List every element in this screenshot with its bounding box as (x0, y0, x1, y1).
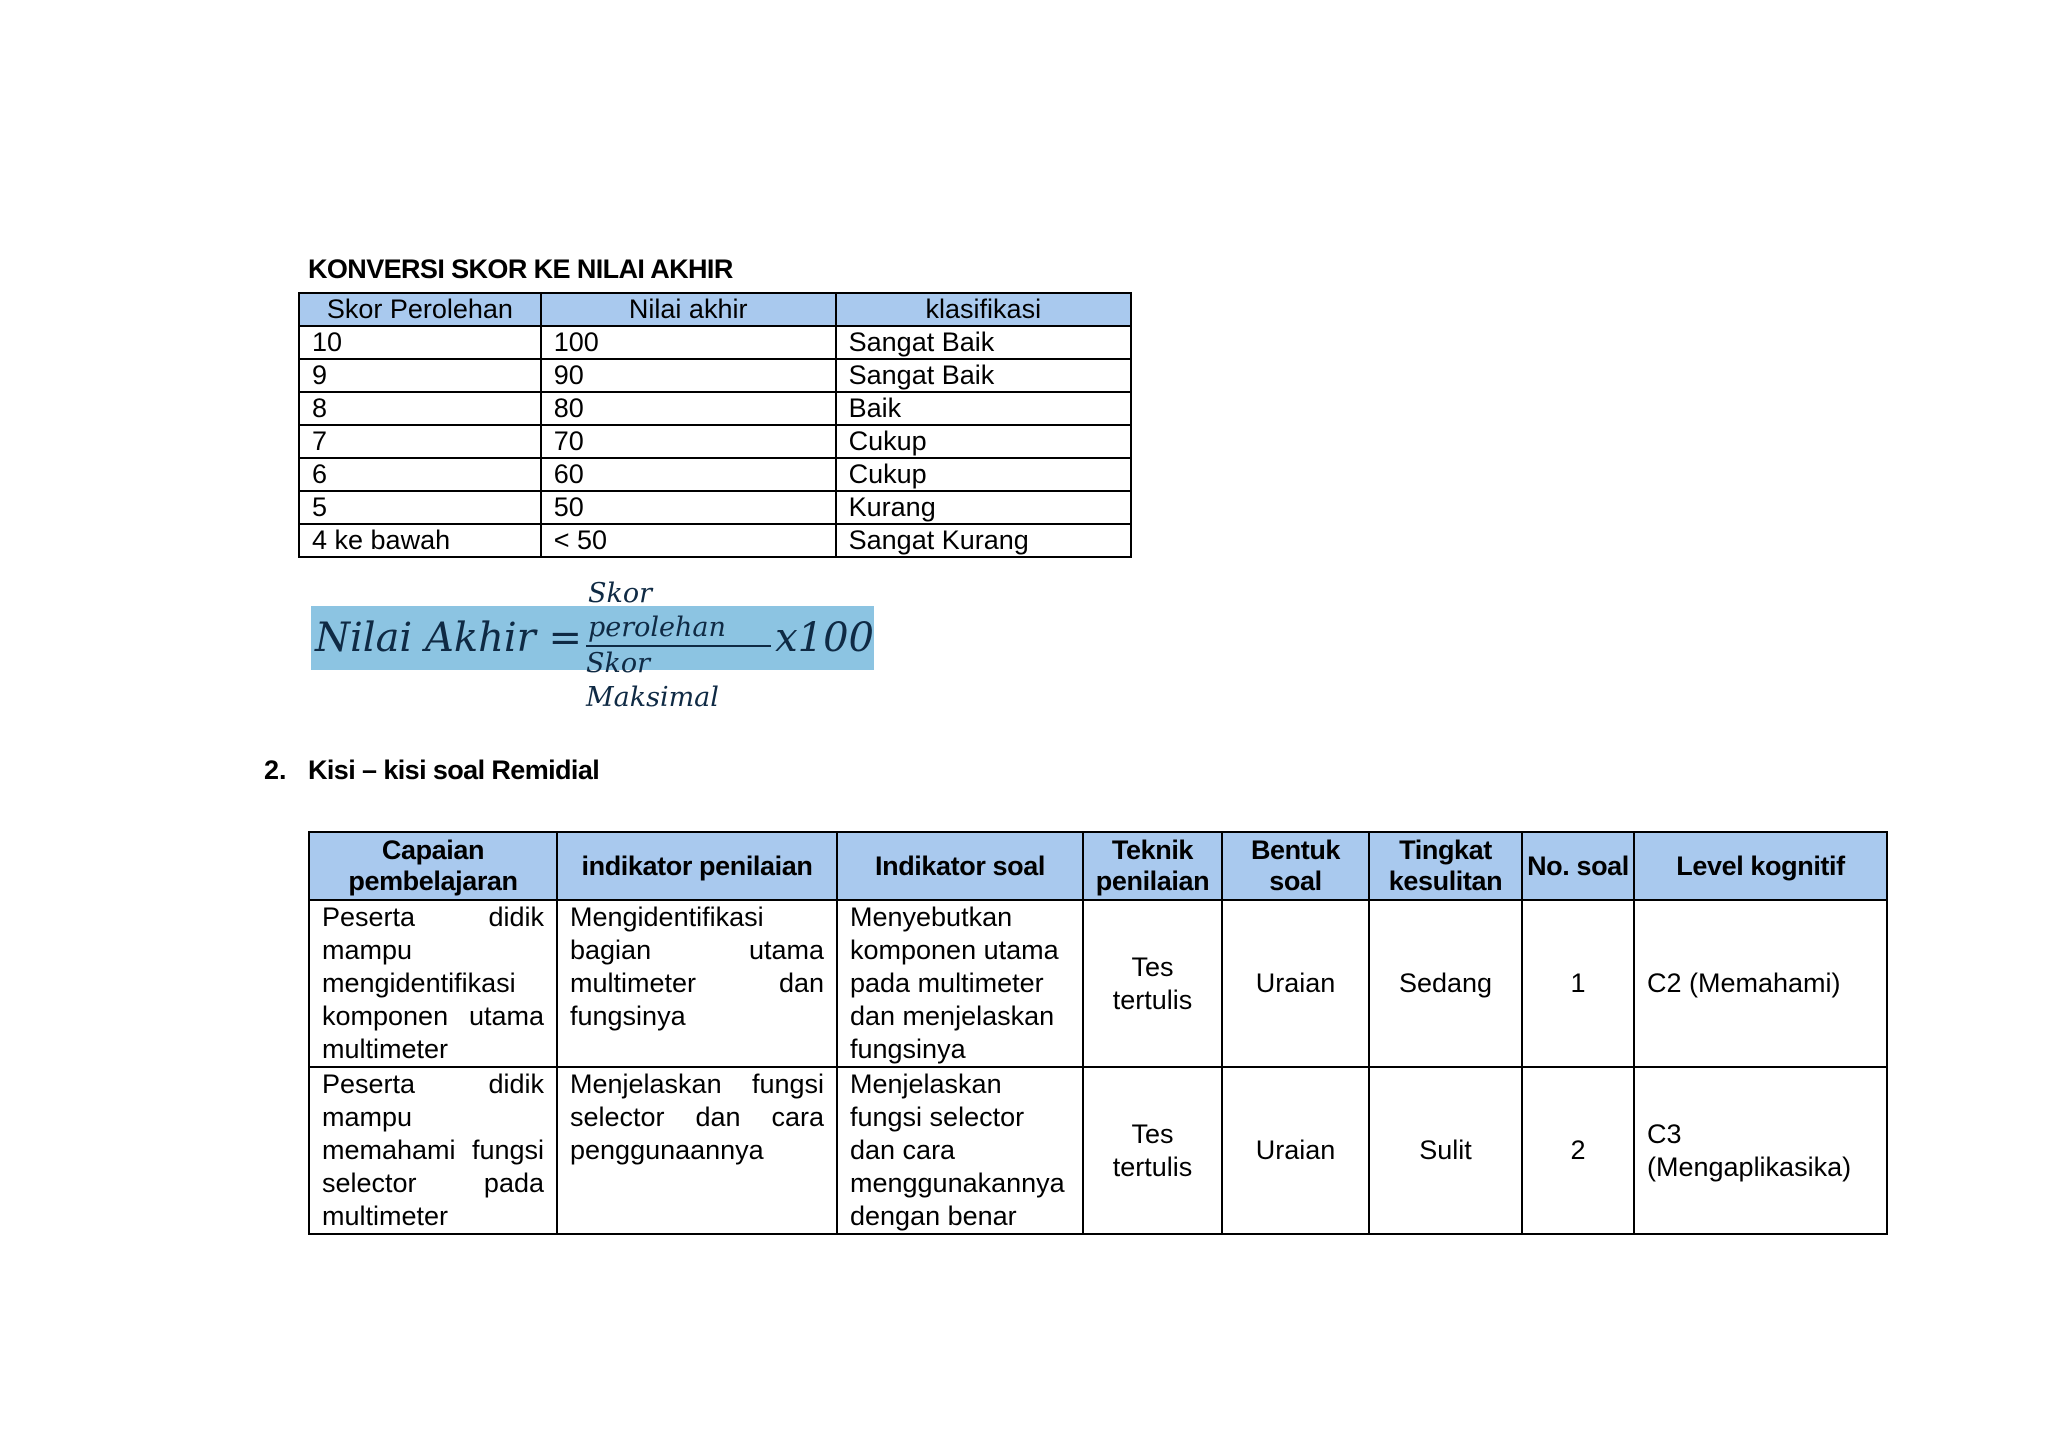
kisi-heading: Kisi – kisi soal Remidial (308, 755, 600, 785)
conversion-header-klasifikasi: klasifikasi (836, 293, 1131, 326)
indikator-penilaian-cell: Menjelaskan fungsi selector dan cara penggunaannya (557, 1067, 837, 1234)
indikator-penilaian-cell: Mengidentifikasi bagian utama multimeter dan fungsinya (557, 900, 837, 1067)
skor-cell: 4 ke bawah (299, 524, 541, 557)
skor-cell: 5 (299, 491, 541, 524)
formula-numerator: Skor perolehan (586, 577, 771, 647)
klasifikasi-cell: Kurang (836, 491, 1131, 524)
tingkat-cell: Sulit (1369, 1067, 1522, 1234)
klasifikasi-cell: Sangat Baik (836, 359, 1131, 392)
kisi-header-indikator-soal: Indikator soal (837, 832, 1083, 900)
capaian-cell: Peserta didik mampu mengidentifikasi komponen utama multimeter (309, 900, 557, 1067)
tingkat-cell: Sedang (1369, 900, 1522, 1067)
kisi-header-teknik: Teknik penilaian (1083, 832, 1222, 900)
kisi-header-row (309, 832, 1887, 900)
skor-cell: 8 (299, 392, 541, 425)
indikator-soal-cell: Menjelaskan fungsi selector dan cara menggunakannya dengan benar (837, 1067, 1083, 1234)
table-row (299, 392, 1131, 425)
nilai-cell: 70 (541, 425, 836, 458)
capaian-cell: Peserta didik mampu memahami fungsi selector pada multimeter (309, 1067, 557, 1234)
table-row (309, 1067, 1887, 1234)
skor-cell: 7 (299, 425, 541, 458)
bentuk-cell: Uraian (1222, 1067, 1369, 1234)
kisi-header-indikator-penilaian: indikator penilaian (557, 832, 837, 900)
conversion-table (298, 292, 1132, 558)
conversion-header-nilai: Nilai akhir (541, 293, 836, 326)
kisi-header-no-soal: No. soal (1522, 832, 1634, 900)
formula-rhs: x100 (775, 615, 874, 661)
skor-cell: 6 (299, 458, 541, 491)
skor-cell: 9 (299, 359, 541, 392)
teknik-cell: Tes tertulis (1083, 1067, 1222, 1234)
klasifikasi-cell: Cukup (836, 425, 1131, 458)
klasifikasi-cell: Cukup (836, 458, 1131, 491)
nilai-cell: 100 (541, 326, 836, 359)
kisi-table (308, 831, 1888, 1235)
nilai-cell: 50 (541, 491, 836, 524)
kisi-header-capaian: Capaian pembelajaran (309, 832, 557, 900)
nilai-cell: < 50 (541, 524, 836, 557)
table-row (299, 491, 1131, 524)
formula-fraction (586, 577, 771, 715)
indikator-soal-cell: Menyebutkan komponen utama pada multimeter dan menjelaskan fungsinya (837, 900, 1083, 1067)
formula-image (311, 578, 874, 713)
klasifikasi-cell: Baik (836, 392, 1131, 425)
kisi-header-level: Level kognitif (1634, 832, 1887, 900)
table-row (299, 458, 1131, 491)
nilai-cell: 80 (541, 392, 836, 425)
klasifikasi-cell: Sangat Baik (836, 326, 1131, 359)
section-number: 2. (264, 755, 287, 785)
level-cell: C2 (Memahami) (1634, 900, 1887, 1067)
level-cell: C3 (Mengaplikasika) (1634, 1067, 1887, 1234)
bentuk-cell: Uraian (1222, 900, 1369, 1067)
table-row (299, 359, 1131, 392)
table-row (299, 524, 1131, 557)
formula-denominator: Skor Maksimal (585, 648, 719, 713)
no-soal-cell: 1 (1522, 900, 1634, 1067)
table-row (299, 425, 1131, 458)
formula-lhs: Nilai Akhir = (315, 615, 582, 661)
kisi-header-tingkat: Tingkat kesulitan (1369, 832, 1522, 900)
skor-cell: 10 (299, 326, 541, 359)
conversion-header-skor: Skor Perolehan (299, 293, 541, 326)
nilai-cell: 90 (541, 359, 836, 392)
nilai-cell: 60 (541, 458, 836, 491)
no-soal-cell: 2 (1522, 1067, 1634, 1234)
klasifikasi-cell: Sangat Kurang (836, 524, 1131, 557)
table-row (309, 900, 1887, 1067)
conversion-header-row (299, 293, 1131, 326)
table-row (299, 326, 1131, 359)
teknik-cell: Tes tertulis (1083, 900, 1222, 1067)
conversion-heading: KONVERSI SKOR KE NILAI AKHIR (308, 254, 733, 284)
kisi-header-bentuk: Bentuk soal (1222, 832, 1369, 900)
